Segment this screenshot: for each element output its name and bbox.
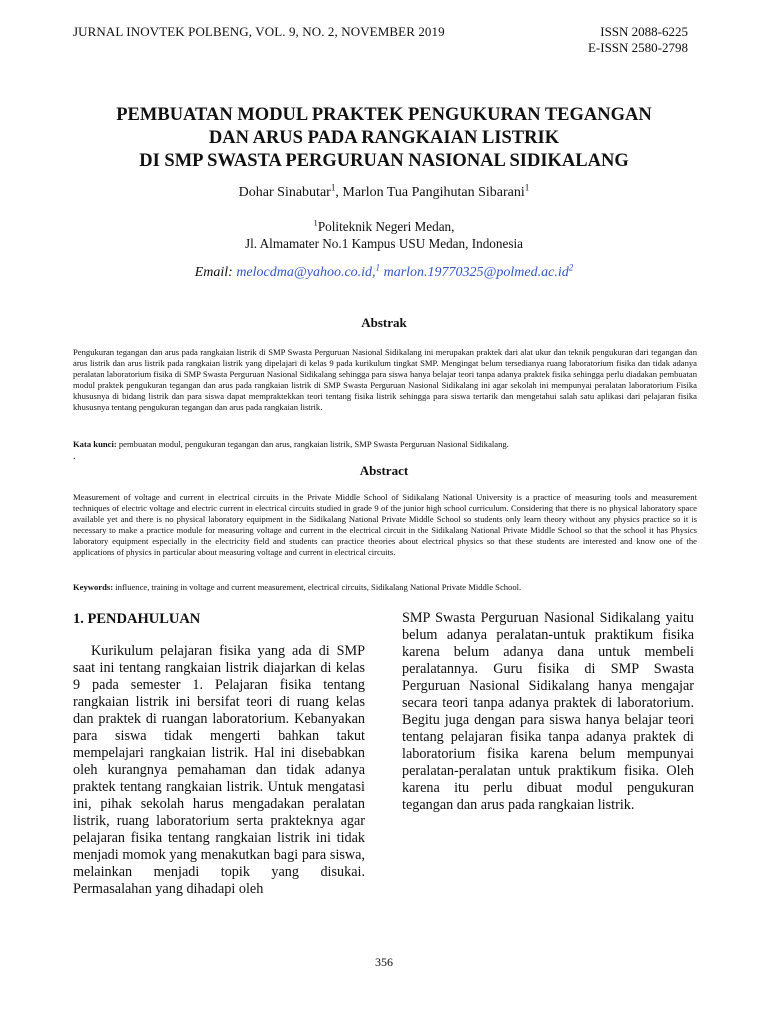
issn: ISSN 2088-6225 [600, 24, 688, 39]
affiliation-sup: 1 [313, 217, 318, 228]
journal-header: JURNAL INOVTEK POLBENG, VOL. 9, NO. 2, NOVEMBER 2019 [73, 24, 445, 39]
email-link-2[interactable]: marlon.19770325@polmed.ac.id [383, 265, 569, 280]
abstrak-heading: Abstrak [361, 315, 407, 330]
abstrak-keywords [73, 439, 697, 450]
body-column-right: SMP Swasta Perguruan Nasional Sidikalang yaitu belum adanya peralatan-untuk praktikum fisika karena belum adanya dana untuk membeli peralatannya. Guru fisika di SMP Swasta Perguruan Nasional Sidikalang hanya mengajar secara teori tanpa adanya praktek di laboratorium. Begitu juga dengan para siswa hanya belajar teori tentang pelajaran fisika tanpa adanya praktek di laboratorium fisika karena belum mempunyai peralatan-peralatan untuk praktikum fisika. Oleh karena itu perlu dibuat modul pengukuran tegangan dan arus pada rangkaian listrik. [402, 610, 694, 813]
author-1-sup: 1 [330, 182, 336, 193]
affiliation-line-1: Politeknik Negeri Medan, [317, 219, 455, 234]
keywords-text: influence, training in voltage and current measurement, electrical circuits, Sidikalang National Private Middle School. [113, 582, 522, 592]
kata-kunci-text: pembuatan modul, pengukuran tegangan dan arus, rangkaian listrik, SMP Swasta Perguruan Nasional Sidikalang. [116, 439, 509, 449]
author-1: Dohar Sinabutar [238, 185, 331, 200]
keywords-label: Keywords: [73, 582, 114, 592]
author-separator: , [335, 185, 343, 200]
title-line-3: DI SMP SWASTA PERGURUAN NASIONAL SIDIKALANG [139, 151, 629, 171]
kata-kunci-label: Kata kunci: [73, 439, 117, 449]
affiliation [40, 218, 728, 252]
paper-title [40, 104, 728, 173]
abstract-text: Measurement of voltage and current in electrical circuits in the Private Middle School of Sidikalang National University is a practice of measuring tools and measurement techniques of electric voltage and electric current in electrical circuits studied in grade 9 of the junior high school curriculum. Considering that there is no physical laboratory space available yet and there is no physical laboratory equipment in the Sidikalang National Private Middle School so students only learn theory without any physics practice so it is necessary to make a practice module for measuring voltage and current in the electrical circuit in the Sidikalang National Private Middle School so that the school it has Physics laboratory equipment especially in the electricity field and students can practice theories about electrical physics so that these students are interested and know one of the applications of physics in particular about measuring voltage and current in electrical circuits. [73, 492, 697, 557]
abstract-keywords [73, 582, 697, 593]
title-line-2: DAN ARUS PADA RANGKAIAN LISTRIK [208, 128, 560, 148]
affiliation-line-2: Jl. Almamater No.1 Kampus USU Medan, Indonesia [245, 236, 523, 251]
author-2: Marlon Tua Pangihutan Sibarani [342, 185, 525, 200]
email-sup-2: 2 [568, 262, 574, 273]
title-line-1: PEMBUATAN MODUL PRAKTEK PENGUKURAN TEGANGAN [116, 105, 652, 125]
section-heading: 1. PENDAHULUAN [73, 611, 201, 627]
abstrak-text: Pengukuran tegangan dan arus pada rangkaian listrik di SMP Swasta Perguruan Nasional Sidikalang ini merupakan praktek dari alat ukur dan teknik pengukuran dari tegangan dan arus listrik dan arus listrik pada rangkaian listrik yang dipelajari di kelas 9 pada kurikulum tingkat SMP. Mengingat belum tersedianya ruang laboratorium fisika dan tidak adanya peralatan laboratorium fisika di SMP Swasta Perguruan Nasional Sidikalang sehingga para siswa hanya belajar teori tanpa adanya praktek fisika sehingga perlu diadakan pembuatan modul praktek pengukuran tegangan dan arus pada rangkaian listrik di SMP Swasta Perguruan Nasional Sidikalang ini agar sekolah ini mempunyai peralatan laboratorium Fisika khususnya di bidang listrik dan para siswa dapat mempraktekkan teori tentang fisika listrik sehingga para siswa tertarik dan mengetahui salah satu aplikasi dari pelajaran fisika khususnya tentang pengukuran tegangan dan arus pada rangkaian listrik. [73, 347, 697, 412]
eissn: E-ISSN 2580-2798 [587, 40, 688, 55]
email-line [40, 262, 728, 281]
author-list [40, 182, 728, 201]
email-label: Email: [194, 265, 233, 280]
email-link-1[interactable]: melocdma@yahoo.co.id, [236, 265, 376, 280]
issn-block [588, 24, 688, 56]
page-number: 356 [375, 955, 393, 969]
author-2-sup: 1 [524, 182, 530, 193]
abstract-heading: Abstract [359, 463, 409, 478]
stray-dot: . [73, 451, 76, 462]
email-sup-1: 1 [375, 262, 381, 273]
body-column-left: Kurikulum pelajaran fisika yang ada di SMP saat ini tentang rangkaian listrik diajarkan di kelas 9 pada semester 1. Pelajaran fisika tentang rangkaian listrik ini bersifat teori di ruang kelas dan praktek di ruangan laboratorium. Kebanyakan para siswa tidak mengerti bahkan takut mempelajari rangkaian listrik. Hal ini disebabkan oleh kurangnya pemahaman dan tidak adanya praktek tentang rangkaian listrik. Untuk mengatasi ini, pihak sekolah harus mengadakan peralatan listrik, ruang laboratorium serta prakteknya agar pelajaran fisika tentang rangkaian listrik ini tidak menjadi momok yang menakutkan bagi para siswa, melainkan menjadi topik yang disukai. Permasalahan yang dihadapi oleh [73, 643, 365, 897]
